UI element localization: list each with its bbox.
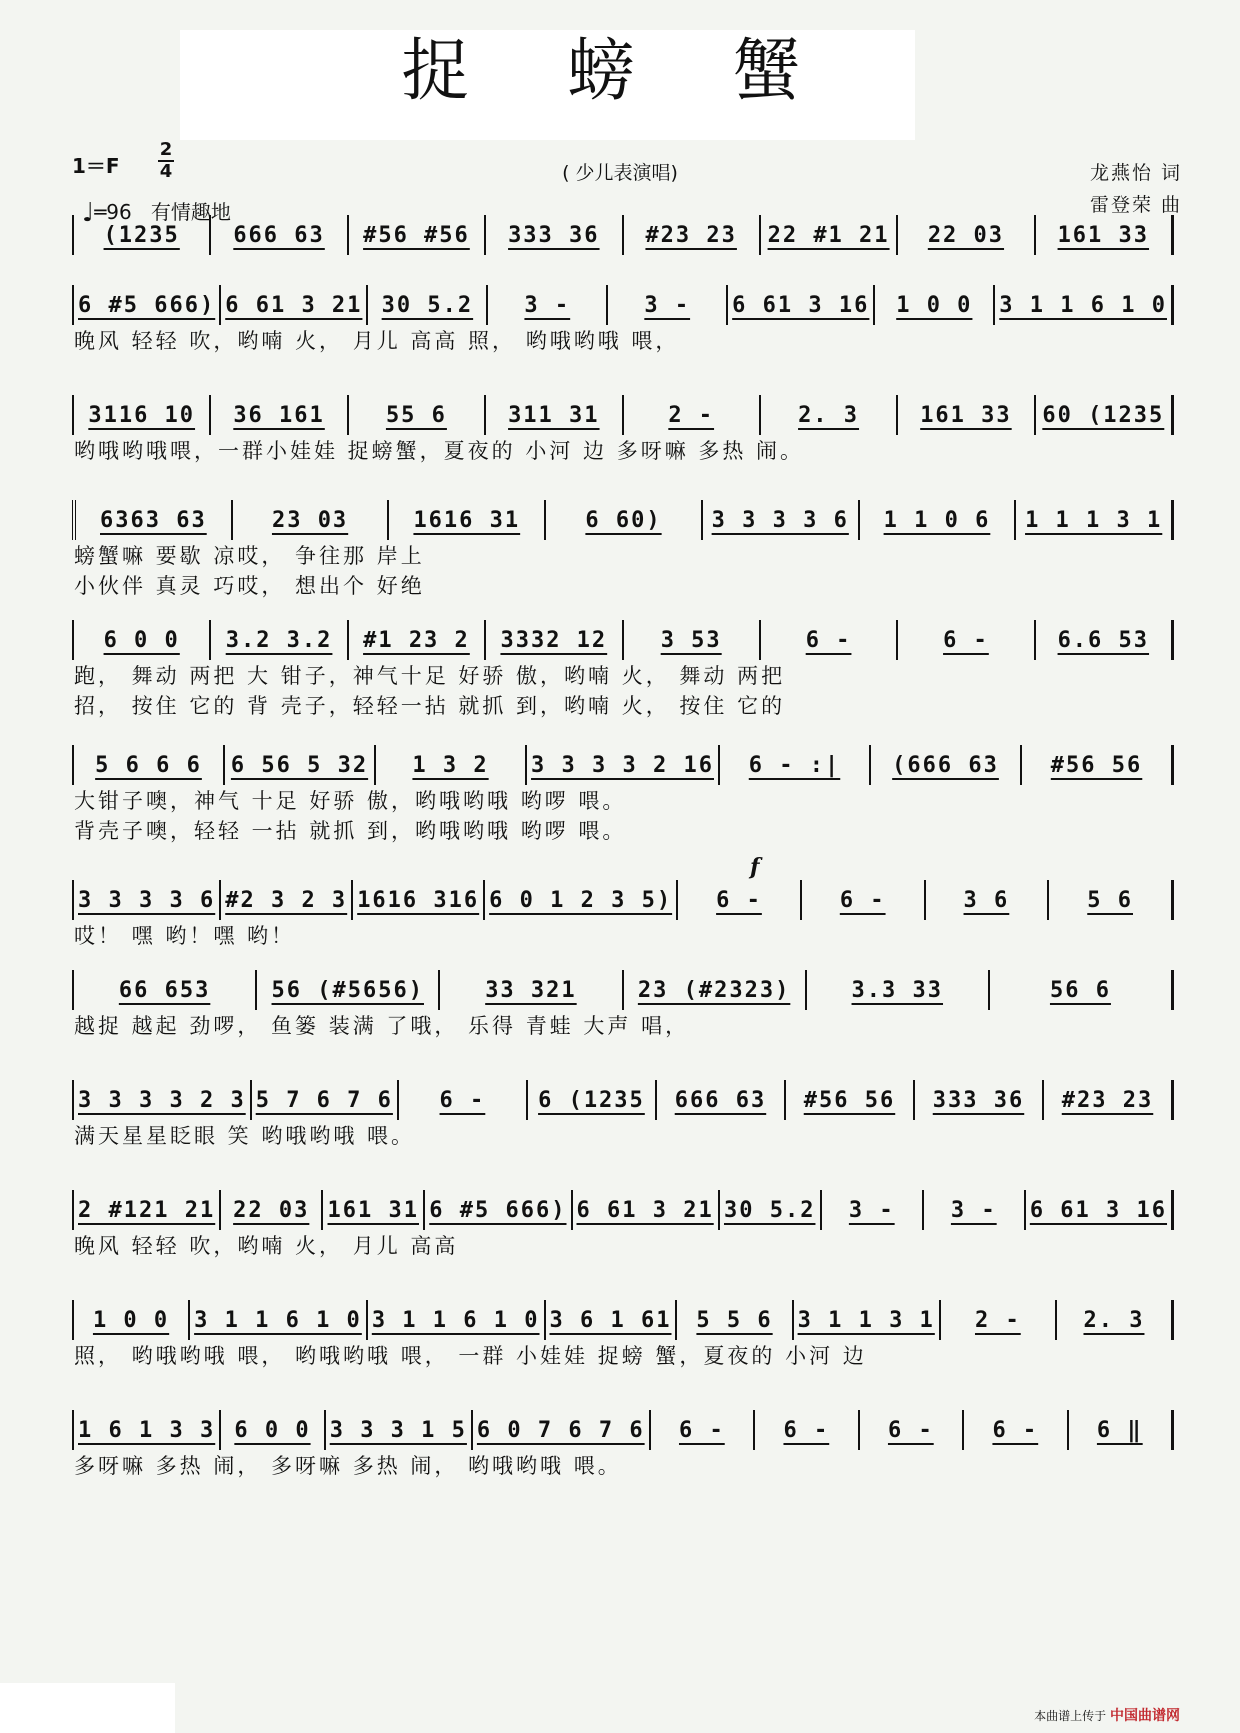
measure: 2 -	[941, 1300, 1057, 1340]
lyric-line: 小伙伴 真灵 巧哎， 想出个 好绝	[74, 574, 425, 598]
expression-mark: 有情趣地	[150, 200, 231, 224]
key-signature: 1＝F	[72, 154, 120, 178]
measure: 161 33	[1036, 215, 1174, 255]
measure: 66 653	[74, 970, 257, 1010]
measure: 1616 31	[389, 500, 546, 540]
lyric-line: 招， 按住 它的 背 壳子，轻轻一拈 就抓 到，哟喃 火， 按住 它的	[74, 694, 786, 718]
measure: 3 6 1 61	[546, 1300, 678, 1340]
measure: 22 03	[221, 1190, 323, 1230]
notation-line	[72, 620, 1174, 660]
measure: 2 #121 21	[74, 1190, 221, 1230]
lyric-line: 哎！ 嘿 哟！嘿 哟！	[74, 924, 296, 948]
measure: 6 0 0	[221, 1410, 325, 1450]
measure: #23 23	[1044, 1080, 1174, 1120]
notation-line	[72, 1190, 1174, 1230]
measure: 3 1 1 6 1 0	[368, 1300, 546, 1340]
measure: 3 3 3 3 6	[703, 500, 860, 540]
score-system	[72, 854, 1174, 950]
measure: 3 3 3 1 5	[326, 1410, 473, 1450]
measure: 6 ‖	[1069, 1410, 1174, 1450]
measure: #2 3 2 3	[221, 880, 353, 920]
measure: 5 5 6	[677, 1300, 793, 1340]
measure: 3.2 3.2	[211, 620, 348, 660]
measure: 666 63	[657, 1080, 786, 1120]
measure: 6 56 5 32	[225, 745, 376, 785]
measure: 3 1 1 6 1 0	[190, 1300, 368, 1340]
notation-line	[72, 880, 1174, 920]
measure: 3 1 1 3 1	[794, 1300, 941, 1340]
score-system	[72, 1300, 1174, 1370]
measure: 3116 10	[74, 395, 211, 435]
measure: 3.3 33	[807, 970, 990, 1010]
measure: 56 6	[990, 970, 1174, 1010]
lyric-line: 晚风 轻轻 吹，哟喃 火， 月儿 高高	[74, 1234, 459, 1258]
score-system	[72, 970, 1174, 1040]
measure: 6 -	[755, 1410, 859, 1450]
measure: 6 60)	[546, 500, 703, 540]
notation-line	[72, 285, 1174, 325]
score-system	[72, 1190, 1174, 1260]
measure: 6 -	[651, 1410, 755, 1450]
measure: 3 -	[488, 285, 608, 325]
footer-credit	[1034, 1705, 1180, 1725]
measure: 2. 3	[761, 395, 898, 435]
measure: 3 1 1 6 1 0	[995, 285, 1174, 325]
measure: 6 #5 666)	[425, 1190, 572, 1230]
tempo-value: ═96	[94, 200, 132, 224]
time-signature-bottom: 4	[159, 161, 173, 182]
measure: 6 -	[761, 620, 898, 660]
lyric-line: 越捉 越起 劲啰， 鱼篓 装满 了哦， 乐得 青蛙 大声 唱，	[74, 1014, 690, 1038]
time-signature-top: 2	[159, 139, 173, 160]
measure: 56 (#5656)	[257, 970, 440, 1010]
measure: 6 61 3 21	[573, 1190, 720, 1230]
measure: #56 56	[1022, 745, 1174, 785]
measure: (666 63	[871, 745, 1022, 785]
measure: 6 -	[898, 620, 1035, 660]
measure: 6 61 3 16	[728, 285, 875, 325]
footer-text: 本曲谱上传于	[1034, 1709, 1107, 1723]
measure: 2. 3	[1057, 1300, 1174, 1340]
measure: 333 36	[486, 215, 623, 255]
measure: 6 #5 666)	[74, 285, 221, 325]
lyric-line: 哟哦哟哦喂，一群小娃娃 捉螃蟹，夏夜的 小河 边 多呀嘛 多热 闹。	[74, 439, 805, 463]
measure: 30 5.2	[368, 285, 488, 325]
measure: 6 (1235	[528, 1080, 657, 1120]
measure: 6 0 0	[74, 620, 211, 660]
footer-blank	[0, 1683, 175, 1733]
measure: 6 -	[802, 880, 926, 920]
measure: 6 61 3 21	[221, 285, 368, 325]
measure: 3 -	[608, 285, 728, 325]
song-title: 捉 螃 蟹	[401, 32, 839, 111]
measure: 1616 316	[353, 880, 485, 920]
notation-line	[72, 1300, 1174, 1340]
lyric-line: 满天星星眨眼 笑 哟哦哟哦 喂。	[74, 1124, 416, 1148]
measure: 55 6	[349, 395, 486, 435]
composer-credit: 雷登荣 曲	[1089, 194, 1182, 216]
measure: 6.6 53	[1036, 620, 1174, 660]
score-system	[72, 215, 1174, 255]
measure: 3 6	[926, 880, 1050, 920]
score-system	[72, 1410, 1174, 1480]
measure: 6 -	[860, 1410, 964, 1450]
measure: 1 6 1 3 3	[74, 1410, 221, 1450]
notation-line	[72, 1410, 1174, 1450]
notation-line	[72, 1080, 1174, 1120]
measure: 3 -	[924, 1190, 1026, 1230]
measure: 22 03	[898, 215, 1035, 255]
lyric-line: 晚风 轻轻 吹，哟喃 火， 月儿 高高 照， 哟哦哟哦 喂，	[74, 329, 680, 353]
measure: 1 3 2	[376, 745, 527, 785]
quarter-note-icon: ♩	[82, 198, 95, 228]
measure: 311 31	[486, 395, 623, 435]
dynamic-marking: f	[750, 854, 760, 880]
measure: 2 -	[624, 395, 761, 435]
measure: 3 3 3 3 6	[74, 880, 221, 920]
measure: 6 61 3 16	[1026, 1190, 1174, 1230]
measure: 23 03	[233, 500, 390, 540]
notation-line	[72, 745, 1174, 785]
notation-line	[72, 500, 1174, 540]
measure: 3332 12	[486, 620, 623, 660]
measure: (1235	[74, 215, 211, 255]
notation-line	[72, 215, 1174, 255]
measure: 30 5.2	[720, 1190, 822, 1230]
measure: 5 6	[1049, 880, 1174, 920]
measure: 161 33	[898, 395, 1035, 435]
measure: 3 3 3 3 2 3	[74, 1080, 252, 1120]
lyric-line: 照， 哟哦哟哦 喂， 哟哦哟哦 喂， 一群 小娃娃 捉螃 蟹，夏夜的 小河 边	[74, 1344, 867, 1368]
score-system	[72, 285, 1174, 355]
measure: 5 7 6 7 6	[252, 1080, 399, 1120]
measure: 6 0 1 2 3 5)	[485, 880, 678, 920]
notation-line	[72, 970, 1174, 1010]
measure: 33 321	[440, 970, 623, 1010]
measure: #56 56	[786, 1080, 915, 1120]
lyric-line: 背壳子噢，轻轻 一拈 就抓 到，哟哦哟哦 哟啰 喂。	[74, 819, 627, 843]
notation-line	[72, 395, 1174, 435]
measure: 1 0 0	[875, 285, 995, 325]
lyric-line: 大钳子噢，神气 十足 好骄 傲，哟哦哟哦 哟啰 喂。	[74, 789, 627, 813]
measure: 3 3 3 3 2 16	[527, 745, 720, 785]
site-logo: 中国曲谱网	[1110, 1708, 1180, 1724]
measure: #23 23	[624, 215, 761, 255]
lyric-line: 螃蟹嘛 要歇 凉哎， 争往那 岸上	[74, 544, 425, 568]
measure: 22 #1 21	[761, 215, 898, 255]
score-system	[72, 745, 1174, 845]
lyric-line: 多呀嘛 多热 闹， 多呀嘛 多热 闹， 哟哦哟哦 喂。	[74, 1454, 622, 1478]
measure: 3 53	[624, 620, 761, 660]
measure: 1 1 1 3 1	[1016, 500, 1174, 540]
measure: 161 31	[323, 1190, 425, 1230]
measure: 23 (#2323)	[624, 970, 807, 1010]
measure: 36 161	[211, 395, 348, 435]
lyric-line: 跑， 舞动 两把 大 钳子，神气十足 好骄 傲，哟喃 火， 舞动 两把	[74, 664, 786, 688]
measure: 6363 63	[76, 500, 233, 540]
measure: 60 (1235	[1036, 395, 1174, 435]
measure: 1 1 0 6	[860, 500, 1017, 540]
measure: 5 6 6 6	[74, 745, 225, 785]
score-system	[72, 500, 1174, 600]
measure: 333 36	[915, 1080, 1044, 1120]
measure: 6 -	[964, 1410, 1068, 1450]
subtitle: ( 少儿表演唱)	[562, 162, 678, 184]
lyricist-credit: 龙燕怡 词	[1089, 162, 1182, 184]
score-system	[72, 395, 1174, 465]
measure: 3 -	[822, 1190, 924, 1230]
measure: #56 #56	[349, 215, 486, 255]
score-system	[72, 620, 1174, 720]
measure: 1 0 0	[74, 1300, 190, 1340]
measure: #1 23 2	[349, 620, 486, 660]
measure: 6 -	[399, 1080, 528, 1120]
measure: 6 - :|	[720, 745, 871, 785]
score-system	[72, 1080, 1174, 1150]
measure: 666 63	[211, 215, 348, 255]
measure: 6 -	[678, 880, 802, 920]
measure: 6 0 7 6 7 6	[473, 1410, 651, 1450]
